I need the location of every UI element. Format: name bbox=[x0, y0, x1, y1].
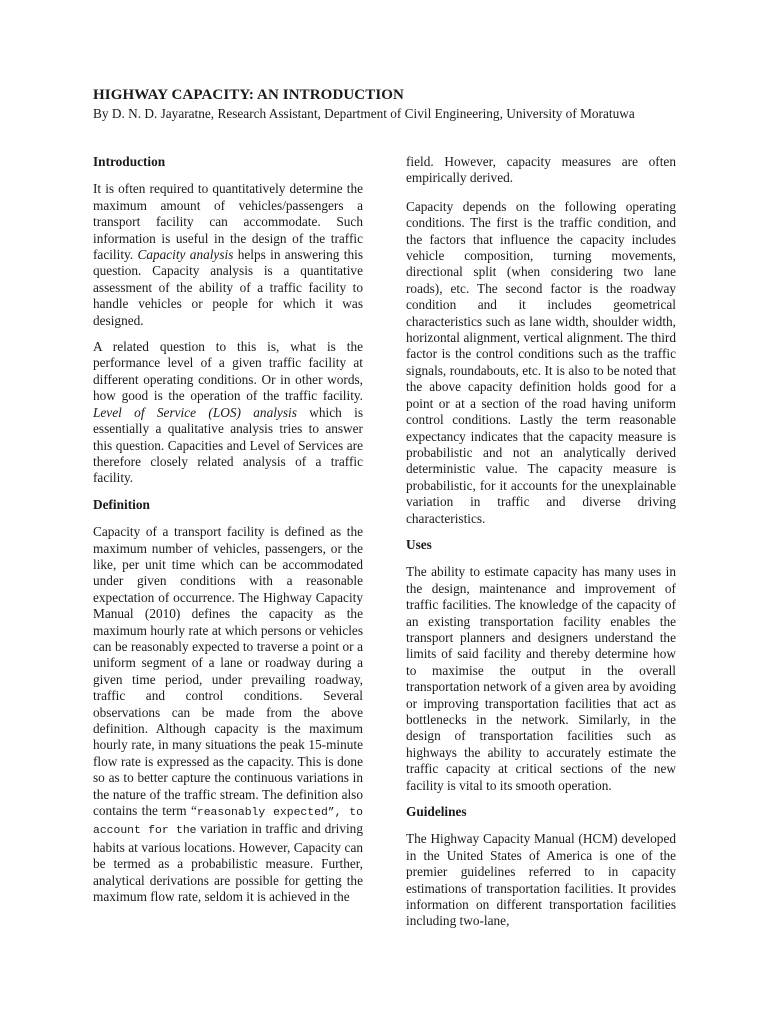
definition-paragraph: Capacity of a transport facility is defined as the maximum number of vehicles, passengers, or the like, per unit time which can be accommodated under given conditions with a reasonable expectation of occurrence. The Highway Capacity Manual (2010) defines the capacity as the maximum hourly rate at which persons or vehicles can be reasonably expected to traverse a point or a uniform segment of a lane or roadway during a given time period, under prevailing roadway, traffic and control conditions. Several observations can be made from the above definition. Although capacity is the maximum hourly rate, in many situations the peak 15-minute flow rate is expressed as the capacity. This is done so as to better capture the continuous variations in the nature of the traffic stream. The definition also contains the term “reasonably expected”, to account for the variation in traffic and driving habits at various locations. However, Capacity can be termed as a probabilistic measure. Further, analytical derivations are possible for getting the maximum flow rate, seldom it is achieved in the bbox=[93, 524, 363, 905]
author-byline: By D. N. D. Jayaratne, Research Assistant, Department of Civil Engineering, University of Moratuwa bbox=[93, 106, 635, 121]
introduction-paragraph-1: It is often required to quantitatively determine the maximum amount of vehicles/passengers a transport facility can accommodate. Such information is useful in the design of the traffic facility. Capacity analysis helps in answering this question. Capacity analysis is a quantitative assessment of the ability of a traffic facility to handle vehicles or people for which it was designed. bbox=[93, 181, 363, 328]
definition-heading: Definition bbox=[93, 496, 150, 512]
capacity-analysis-term: Capacity analysis bbox=[137, 247, 234, 263]
reasonably-expected-phrase: reasonably expected”, to account for the bbox=[93, 807, 363, 838]
introduction-heading: Introduction bbox=[93, 154, 166, 169]
left-column bbox=[93, 154, 363, 915]
introduction-paragraph-2: A related question to this is, what is the performance level of a given traffic facility at different operating conditions. Or in other words, how good is the operation of the traffic facility. Level of Service (LOS) analysis which is essentially a qualitative analysis tries to answer this question. Capacities and Level of Services are therefore closely related analysis of a traffic facility. bbox=[93, 339, 363, 486]
uses-paragraph: The ability to estimate capacity has many uses in the design, maintenance and improvement of traffic facilities. The knowledge of the capacity of an existing transportation facility enables the transport planners and designers understand the limits of said facility and thereby determine how to maximise the output in the overall transportation network of a given area by avoiding or improving transportation facilities that act as bottlenecks in the network. Similarly, in the design of transportation facilities such as highways the ability to accurately estimate the traffic capacity at critical sections of the new facility is vital to its smooth operation. bbox=[406, 564, 676, 793]
uses-heading: Uses bbox=[406, 536, 432, 552]
guidelines-heading: Guidelines bbox=[406, 804, 467, 820]
operating-conditions-paragraph: Capacity depends on the following operating conditions. The first is the traffic condition, and the factors that influence the capacity includes vehicle composition, turning movements, directional split (when considering two lane roads), etc. The second factor is the roadway condition and it includes geometrical characteristics such as lane width, shoulder width, horizontal alignment, vertical alignment. The third factor is the control conditions such as the traffic signals, roundabouts, etc. It is also to be noted that the above capacity definition holds good for a point or at a section of the road having uniform control conditions. Lastly the term reasonable expectancy indicates that the capacity measure is probabilistic and not an analytically derived deterministic value. The capacity measure is probabilistic, for it accounts for the unexplainable variation in traffic and diverse driving characteristics. bbox=[406, 198, 676, 526]
continued-paragraph: field. However, capacity measures are often empirically derived. bbox=[406, 154, 676, 186]
los-analysis-term: Level of Service (LOS) analysis bbox=[93, 404, 297, 420]
document-title: HIGHWAY CAPACITY: AN INTRODUCTION bbox=[93, 87, 404, 103]
right-column bbox=[406, 154, 676, 940]
guidelines-paragraph: The Highway Capacity Manual (HCM) developed in the United States of America is one of the premier guidelines referred to in capacity estimations of transportation facilities. It provides information on different transportation facilities including two-lane, bbox=[406, 831, 676, 929]
